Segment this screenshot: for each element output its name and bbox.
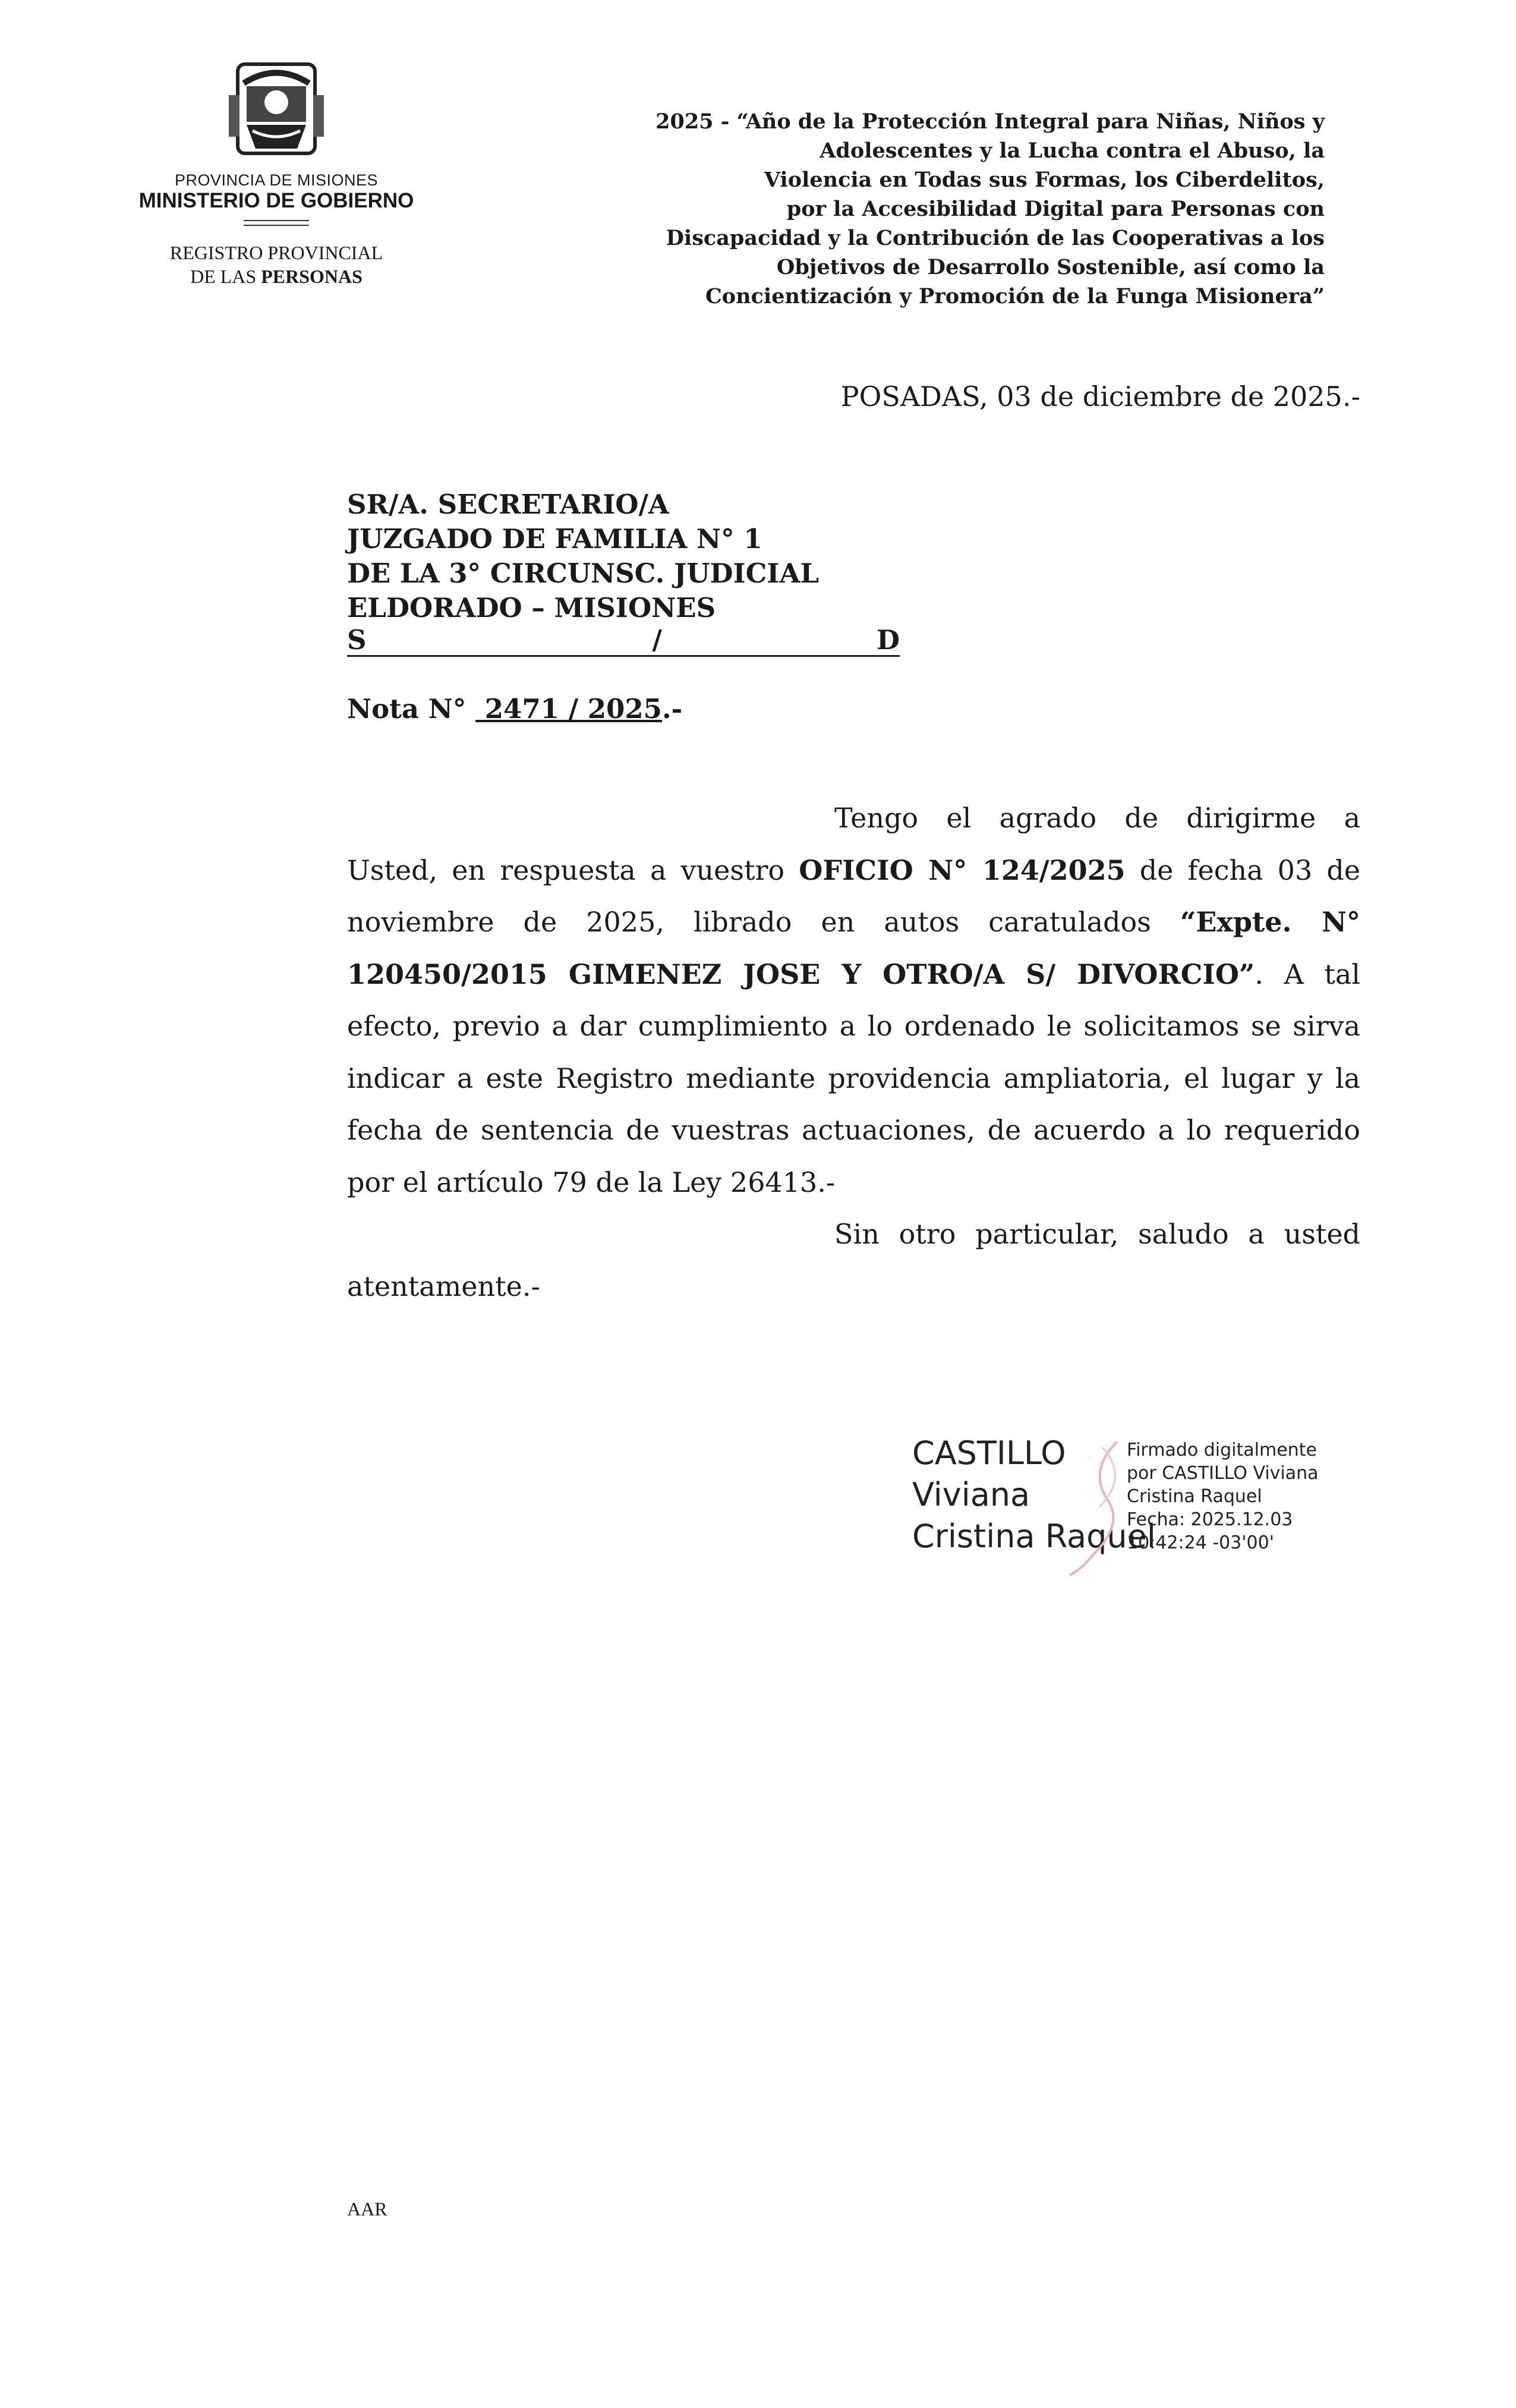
signer-name-line: CASTILLO (912, 1434, 1066, 1472)
motto-line: Concientización y Promoción de la Funga Misionera” (705, 284, 1325, 309)
sd-mid: / (652, 624, 662, 656)
addressee-line-1: SR/A. SECRETARIO/A (347, 489, 669, 520)
letter-body (347, 792, 1360, 1312)
letterhead-province: PROVINCIA DE MISIONES (174, 171, 379, 189)
motto-line: Violencia en Todas sus Formas, los Ciberdelitos, (764, 168, 1325, 192)
registry-line-2 (113, 265, 440, 288)
letterhead-ministry: MINISTERIO DE GOBIERNO (138, 189, 414, 212)
nota-suffix: .- (662, 693, 683, 725)
nota-label: Nota N° (347, 693, 476, 725)
body-text-run: . A tal efecto, previo a dar cumplimiento a lo ordenado le solicitamos se sirva indicar a este Registro mediante providencia ampliatoria, el lugar y la fecha de sentencia de vuestras actuaciones, de acuerdo a lo requerido por el artículo 79 de la Ley 26413.- (347, 958, 1360, 1198)
nota-reference (347, 693, 682, 725)
sd-right: D (876, 624, 900, 656)
registry-line-2-prefix: DE LAS (190, 266, 261, 287)
body-paragraph-2: Sin otro particular, saludo a usted atentamente.- (347, 1218, 1360, 1302)
provincial-seal-icon (226, 59, 327, 160)
addressee-line-4: ELDORADO – MISIONES (347, 592, 716, 624)
letter-date: POSADAS, 03 de diciembre de 2025.- (840, 380, 1360, 413)
letterhead-rule (244, 220, 309, 221)
nota-number: 2471 / 2025 (475, 693, 662, 725)
signature-detail-line: Cristina Raquel (1127, 1486, 1262, 1507)
signer-name-line: Cristina Raquel (912, 1518, 1156, 1555)
signer-name-line: Viviana (912, 1476, 1030, 1513)
su-despacho-line (347, 625, 900, 657)
signature-details (1127, 1438, 1319, 1554)
year-motto (493, 107, 1325, 311)
addressee-line-3: DE LA 3° CIRCUNSC. JUDICIAL (347, 558, 820, 589)
addressee-block (347, 487, 900, 657)
typist-initials: AAR (347, 2198, 387, 2220)
body-text-run: de fecha 03 de noviembre de 2025, librado en autos caratulados (347, 854, 1361, 938)
signature-detail-line: Fecha: 2025.12.03 (1127, 1509, 1293, 1530)
motto-line: 2025 - “Año de la Protección Integral para Niñas, Niños y (655, 109, 1325, 134)
case-reference: “Expte. N° 120450/2015 GIMENEZ JOSE Y OTRO/A S/ DIVORCIO” (347, 906, 1360, 990)
motto-line: Adolescentes y la Lucha contra el Abuso, la (820, 139, 1325, 163)
signature-detail-line: por CASTILLO Viviana (1127, 1463, 1319, 1484)
signature-detail-line: Firmado digitalmente (1127, 1440, 1317, 1460)
body-text-run: Tengo el agrado de dirigirme a Usted, en respuesta a vuestro (347, 802, 1360, 886)
motto-line: Objetivos de Desarrollo Sostenible, así como la (776, 255, 1325, 279)
signature-detail-line: 10:42:24 -03'00' (1127, 1532, 1274, 1553)
body-paragraph-1 (347, 792, 1360, 1208)
sd-left: S (347, 624, 367, 656)
digital-signature-mark-icon (1052, 1436, 1135, 1578)
registry-line-2-bold: PERSONAS (261, 266, 363, 287)
motto-line: por la Accesibilidad Digital para Personas con (786, 197, 1325, 221)
letterhead-rule (244, 225, 309, 226)
oficio-reference: OFICIO N° 124/2025 (799, 854, 1126, 886)
letterhead-registry (113, 241, 440, 288)
registry-line-1: REGISTRO PROVINCIAL (169, 242, 383, 263)
addressee-line-2: JUZGADO DE FAMILIA N° 1 (347, 523, 762, 555)
motto-line: Discapacidad y la Contribución de las Cooperativas a los (666, 226, 1325, 250)
